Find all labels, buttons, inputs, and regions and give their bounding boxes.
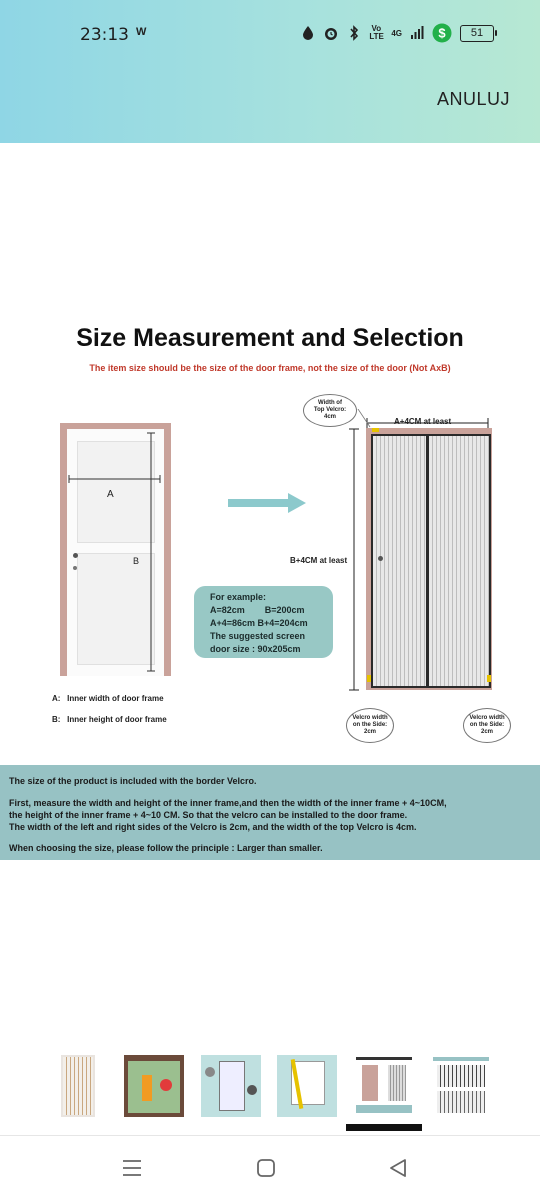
battery-icon <box>460 25 494 42</box>
system-nav-bar <box>0 1135 540 1201</box>
example-line-5: door size : 90x205cm <box>210 644 301 654</box>
bubble-left-line-3: 2cm <box>363 729 376 736</box>
velcro-marker-right <box>487 675 491 682</box>
thumbnail-6[interactable] <box>431 1055 491 1117</box>
example-line-3: A+4=86cm B+4=204cm <box>210 618 308 628</box>
bubble-top-velcro <box>303 394 357 427</box>
battery-level: 51 <box>470 27 484 39</box>
bubble-top-line-3: 4cm <box>323 414 336 421</box>
mesh-split-line <box>426 434 429 688</box>
example-line-2: A=82cm B=200cm <box>210 605 305 615</box>
screen-door-illustration <box>366 428 492 690</box>
status-icons <box>301 23 494 43</box>
bluetooth-icon <box>347 25 361 41</box>
legend-a: A: Inner width of door frame <box>52 694 164 703</box>
bubble-right-line-2: on the Side: <box>469 721 505 728</box>
mesh-curtain <box>371 434 491 688</box>
legend-b: B: Inner height of door frame <box>52 715 167 724</box>
bubble-right-line-3: 2cm <box>480 729 493 736</box>
network-label: 4G <box>391 28 402 38</box>
thumbnail-1[interactable] <box>61 1055 95 1117</box>
example-line-4: The suggested screen <box>210 631 306 641</box>
measure-lines <box>60 423 171 676</box>
recent-apps-icon[interactable] <box>121 1158 143 1178</box>
status-time: 23:13 <box>80 25 129 45</box>
bubble-top-line-1: Width of <box>318 399 342 406</box>
velcro-marker-top <box>372 428 379 432</box>
thumbnail-5-selected[interactable] <box>354 1055 414 1117</box>
thumbnail-2[interactable] <box>124 1055 184 1117</box>
thumbnail-3[interactable] <box>201 1055 261 1117</box>
home-icon[interactable] <box>256 1158 276 1178</box>
bubble-left-line-2: on the Side: <box>352 721 388 728</box>
image-title: Size Measurement and Selection <box>76 324 464 352</box>
drop-icon <box>301 25 315 41</box>
label-a: A <box>107 489 114 500</box>
info-line-5: When choosing the size, please follow the principle : Larger than smaller. <box>9 843 323 853</box>
right-arrow-icon <box>228 493 308 513</box>
velcro-marker-left <box>367 675 371 682</box>
bubble-right-line-1: Velcro width <box>469 714 505 721</box>
example-box <box>194 586 333 658</box>
thumbnail-strip <box>0 1055 540 1125</box>
info-line-2: First, measure the width and height of the inner frame,and then the width of the inner frame + 4~10CM, <box>9 798 447 808</box>
selected-thumbnail-indicator <box>346 1124 422 1131</box>
status-bar <box>0 0 540 68</box>
info-line-3: the height of the inner frame + 4~10 CM. So that the velcro can be installed to the door frame. <box>9 810 408 820</box>
app-header <box>0 0 540 143</box>
signal-icon <box>410 26 424 40</box>
cancel-button[interactable]: ANULUJ <box>436 89 510 109</box>
bubble-left-velcro <box>346 708 394 743</box>
door-knob-icon <box>378 556 383 561</box>
bubble-right-velcro <box>463 708 511 743</box>
app-notification-icon: W <box>136 26 147 38</box>
thumbnail-4[interactable] <box>277 1055 337 1117</box>
info-band <box>0 765 540 860</box>
product-image-viewer <box>0 143 540 1135</box>
volte-icon: Vo LTE <box>369 24 384 41</box>
dimension-side-label: B+4CM at least <box>290 556 348 565</box>
example-line-1: For example: <box>210 592 267 602</box>
shield-dollar-icon <box>432 23 452 43</box>
bubble-top-line-2: Top Velcro: <box>313 406 347 413</box>
dimension-top-label: A+4CM at least <box>394 417 452 426</box>
door-frame-illustration <box>60 423 171 676</box>
svg-text:$: $ <box>438 25 446 41</box>
back-icon[interactable] <box>388 1158 408 1178</box>
info-line-4: The width of the left and right sides of the Velcro is 2cm, and the width of the top Velcro is 4cm. <box>9 822 417 832</box>
label-b: B <box>133 556 140 566</box>
alarm-icon <box>323 25 339 41</box>
bubble-left-line-1: Velcro width <box>352 714 388 721</box>
info-line-1: The size of the product is included with the border Velcro. <box>9 776 257 786</box>
image-subtitle: The item size should be the size of the door frame, not the size of the door (Not AxB) <box>89 363 451 373</box>
